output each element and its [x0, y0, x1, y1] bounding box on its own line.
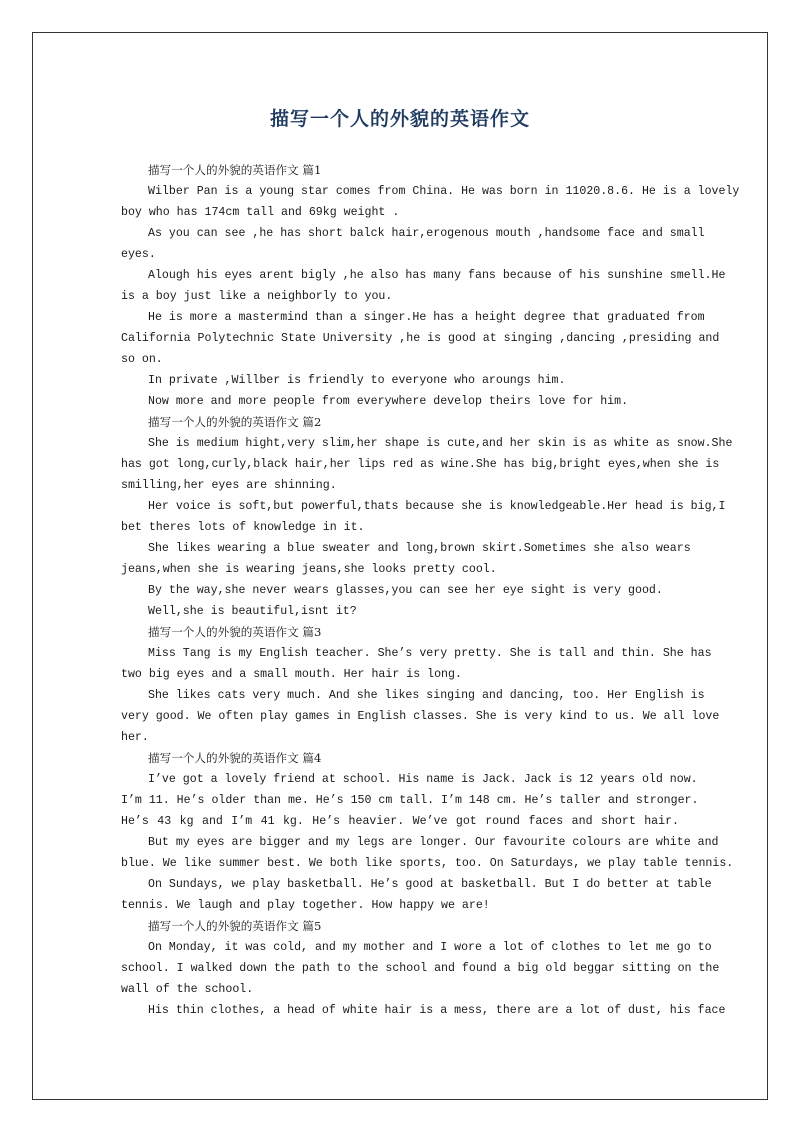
text-line: Well,she is beautiful,isnt it? — [148, 605, 357, 618]
text-line: California Polytechnic State University ,he is good at singing ,dancing ,presiding and — [121, 332, 720, 345]
document-title: 描写一个人的外貌的英语作文 — [269, 108, 530, 130]
text-line: Her voice is soft,but powerful,thats because she is knowledgeable.Her head is big,I — [148, 500, 726, 513]
text-line: wall of the school. — [121, 983, 254, 996]
text-line: blue. We like summer best. We both like sports, too. On Saturdays, we play table tennis. — [121, 857, 734, 870]
text-line: Miss Tang is my English teacher. She’s very pretty. She is tall and thin. She has — [148, 647, 712, 660]
text-line: She likes wearing a blue sweater and long,brown skirt.Sometimes she also wears — [148, 542, 691, 555]
text-line: I’ve got a lovely friend at school. His name is Jack. Jack is 12 years old now. — [148, 773, 698, 786]
text-line: He is more a mastermind than a singer.He has a height degree that graduated from — [148, 311, 705, 324]
text-line: bet theres lots of knowledge in it. — [121, 521, 365, 534]
text-line: Wilber Pan is a young star comes from China. He was born in 11020.8.6. He is a lovely — [148, 185, 740, 198]
text-line: She likes cats very much. And she likes singing and dancing, too. Her English is — [148, 689, 705, 702]
text-line: two big eyes and a small mouth. Her hair is long. — [121, 668, 462, 681]
section-heading: 描写一个人的外貌的英语作文 篇1 — [148, 163, 322, 177]
text-line: smilling,her eyes are shinning. — [121, 479, 337, 492]
text-line: Now more and more people from everywhere develop theirs love for him. — [148, 395, 629, 408]
text-line: very good. We often play games in English classes. She is very kind to us. We all love — [121, 710, 720, 723]
section-heading: 描写一个人的外貌的英语作文 篇2 — [148, 415, 322, 429]
text-line: As you can see ,he has short balck hair,erogenous mouth ,handsome face and small — [148, 227, 705, 240]
text-line: But my eyes are bigger and my legs are longer. Our favourite colours are white and — [148, 836, 719, 849]
text-line: eyes. — [121, 248, 156, 261]
text-line: jeans,when she is wearing jeans,she looks pretty cool. — [121, 563, 497, 576]
text-line: In private ,Willber is friendly to everyone who aroungs him. — [148, 374, 566, 387]
text-line: has got long,curly,black hair,her lips red as wine.She has big,bright eyes,when she is — [121, 458, 720, 471]
text-line: school. I walked down the path to the school and found a big old beggar sitting on the — [121, 962, 720, 975]
text-line: I’m 11. He’s older than me. He’s 150 cm tall. I’m 148 cm. He’s taller and stronger. — [121, 794, 699, 807]
text-line: He’s 43 kg and I’m 41 kg. He’s heavier. We’ve got round faces and short hair. — [121, 815, 679, 828]
text-line: On Sundays, we play basketball. He’s good at basketball. But I do better at table — [148, 878, 712, 891]
text-line: so on. — [121, 353, 163, 366]
text-line: By the way,she never wears glasses,you can see her eye sight is very good. — [148, 584, 663, 597]
section-heading: 描写一个人的外貌的英语作文 篇3 — [148, 625, 322, 639]
text-line: She is medium hight,very slim,her shape is cute,and her skin is as white as snow.She — [148, 437, 733, 450]
text-line: On Monday, it was cold, and my mother and I wore a lot of clothes to let me go to — [148, 941, 712, 954]
text-line: her. — [121, 731, 149, 744]
document-body — [121, 160, 740, 1021]
text-line: tennis. We laugh and play together. How happy we are! — [121, 899, 490, 912]
section-heading: 描写一个人的外貌的英语作文 篇4 — [148, 751, 322, 765]
text-line: Alough his eyes arent bigly ,he also has many fans because of his sunshine smell.He — [148, 269, 726, 282]
section-heading: 描写一个人的外貌的英语作文 篇5 — [148, 919, 322, 933]
text-line: is a boy just like a neighborly to you. — [121, 290, 393, 303]
text-line: His thin clothes, a head of white hair is a mess, there are a lot of dust, his face — [148, 1004, 726, 1017]
text-line: boy who has 174cm tall and 69kg weight . — [121, 206, 400, 219]
